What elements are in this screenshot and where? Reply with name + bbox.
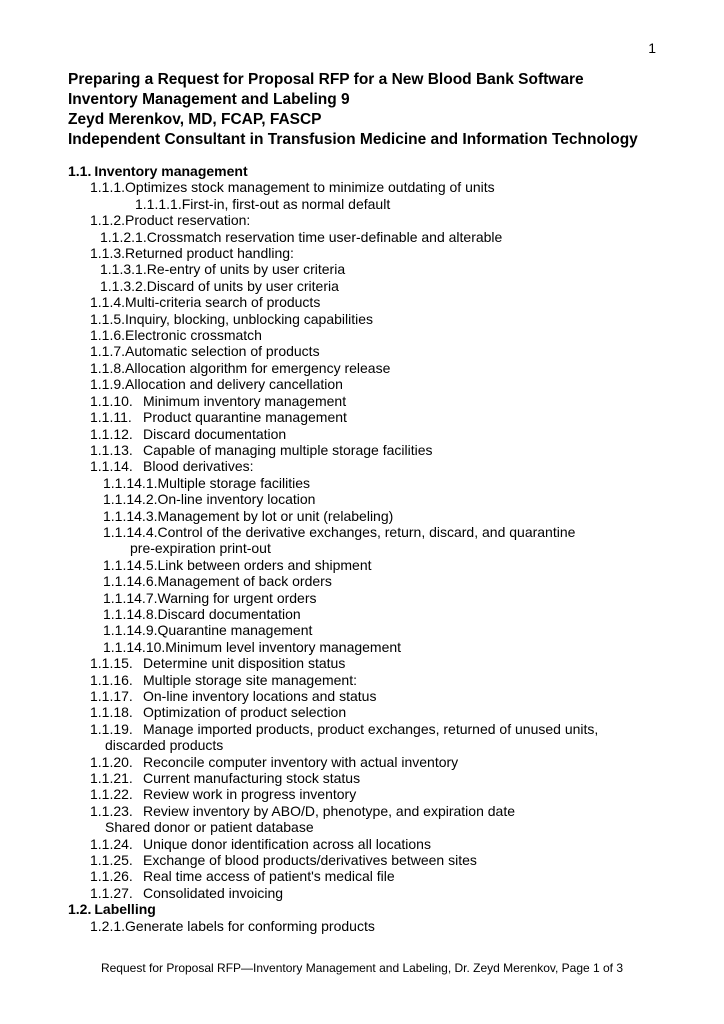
outline-item: [68, 245, 656, 261]
outline-item-text: Minimum level inventory management: [165, 638, 402, 655]
outline-item: [68, 852, 656, 868]
outline-item-number: 1.1.16.: [90, 671, 133, 688]
outline-item-text: Current manufacturing stock status: [143, 770, 361, 787]
outline-item-text: Labelling: [94, 901, 156, 918]
outline-item-text: Review work in progress inventory: [143, 786, 357, 803]
outline-item-text: Returned product handling:: [125, 245, 294, 262]
title-line-1: Preparing a Request for Proposal RFP for a New Blood Bank Software: [68, 71, 584, 88]
outline-item: [68, 836, 656, 852]
outline-item-continuation: [68, 540, 656, 556]
outline-item-text: Unique donor identification across all locations: [143, 835, 431, 852]
outline-item-number: 1.1.26.: [90, 868, 133, 885]
outline-item: [68, 442, 656, 458]
outline-item-text: Multi-criteria search of products: [125, 294, 321, 311]
outline-item-number: 1.1.3.1.: [100, 261, 147, 278]
outline-item-text: Automatic selection of products: [125, 343, 320, 360]
outline-item: [68, 409, 656, 425]
outline-item: [68, 754, 656, 770]
outline-item-text: On-line inventory location: [157, 491, 316, 508]
outline-item-number: 1.1.8.: [90, 359, 126, 376]
outline-item: [68, 278, 656, 294]
outline-item-number: 1.1.14.6.: [103, 573, 158, 590]
outline-item-number: 1.1.: [68, 163, 92, 179]
outline-item-text: Review inventory by ABO/D, phenotype, and expiration date: [143, 802, 515, 819]
outline-item-text: Blood derivatives:: [143, 458, 254, 475]
outline-item: [68, 475, 656, 491]
outline-item-number: 1.1.3.2.: [100, 277, 147, 294]
outline-item: [68, 721, 656, 737]
outline-item-text: On-line inventory locations and status: [143, 688, 377, 704]
outline-item-continuation: [68, 737, 656, 753]
outline-item-number: 1.1.14.: [90, 458, 133, 475]
outline-item: [68, 901, 656, 917]
outline-item-text: Manage imported products, product exchanges, returned of unused units,: [143, 720, 599, 737]
outline-item-text: Reconcile computer inventory with actual inventory: [143, 753, 459, 770]
outline-item-number: 1.1.5.: [90, 310, 126, 327]
outline-item-number: 1.1.10.: [90, 392, 133, 409]
outline-item: [68, 343, 656, 359]
outline-item: [68, 426, 656, 442]
outline-item: [68, 294, 656, 310]
outline-item: [68, 688, 656, 704]
outline-item-text: Generate labels for conforming products: [125, 917, 375, 934]
outline-item-number: 1.1.1.1.: [135, 195, 182, 212]
outline-item-text: Product quarantine management: [143, 409, 347, 426]
outline-item: [68, 491, 656, 507]
outline-item-text: Exchange of blood products/derivatives between sites: [143, 852, 477, 869]
outline-item-number: 1.1.7.: [90, 343, 126, 360]
outline-item: [68, 622, 656, 638]
outline-item-text: Crossmatch reservation time user-definable and alterable: [146, 228, 503, 245]
outline-item: [68, 393, 656, 409]
outline-item-number: 1.1.17.: [90, 688, 133, 704]
outline-item-text: Management by lot or unit (relabeling): [157, 507, 394, 524]
outline-item-text: Optimization of product selection: [143, 704, 347, 721]
outline-item-number: 1.1.14.8.: [103, 605, 158, 622]
outline-item-number: 1.1.19.: [90, 720, 133, 737]
outline-item-number: 1.1.22.: [90, 786, 133, 803]
outline-item-number: 1.1.4.: [90, 294, 126, 311]
outline-item-number: 1.1.14.2.: [103, 491, 158, 508]
outline-item-text: Inventory management: [94, 163, 248, 179]
outline-item-text: Quarantine management: [157, 622, 313, 639]
outline-item-number: 1.1.14.7.: [103, 589, 158, 606]
page-number: 1: [648, 40, 656, 56]
outline-item: [68, 229, 656, 245]
outline-item-text: discarded products: [105, 737, 224, 754]
outline-item-number: 1.2.1.: [90, 917, 126, 934]
title-line-2: Inventory Management and Labeling 9: [68, 91, 350, 108]
outline-item-text: Discard of units by user criteria: [146, 277, 339, 294]
outline-item-number: 1.1.18.: [90, 704, 133, 721]
outline-item-text: Inquiry, blocking, unblocking capabilities: [125, 310, 374, 327]
outline-item: [68, 672, 656, 688]
outline-item-number: 1.1.27.: [90, 884, 133, 901]
outline-item-number: 1.1.1.: [90, 179, 126, 196]
author-role-line: Independent Consultant in Transfusion Medicine and Information Technology: [68, 131, 638, 148]
page-footer: Request for Proposal RFP—Inventory Management and Labeling, Dr. Zeyd Merenkov, Page 1 of 3: [100, 961, 624, 976]
outline-item-number: 1.1.11.: [90, 409, 132, 426]
outline-item: [68, 770, 656, 786]
outline-item-text: Optimizes stock management to minimize outdating of units: [125, 179, 495, 196]
outline-item-number: 1.1.15.: [90, 655, 133, 672]
outline-item: [68, 868, 656, 884]
outline-item-number: 1.1.25.: [90, 852, 133, 869]
outline-item: [68, 590, 656, 606]
outline-item: [68, 803, 656, 819]
outline-item-number: 1.1.2.1.: [100, 228, 147, 245]
outline-item-text: Consolidated invoicing: [143, 884, 284, 901]
outline-item: [68, 786, 656, 802]
outline-item-text: Shared donor or patient database: [105, 819, 314, 836]
outline-item-continuation: [68, 819, 656, 835]
outline-item-text: Electronic crossmatch: [125, 327, 262, 344]
author-line: Zeyd Merenkov, MD, FCAP, FASCP: [68, 111, 322, 128]
outline-item-text: Discard documentation: [157, 605, 301, 622]
outline-item-text: Minimum inventory management: [143, 392, 347, 409]
outline-item-number: 1.1.12.: [90, 425, 133, 442]
outline-item: [68, 918, 656, 934]
outline-item-text: Management of back orders: [157, 573, 332, 590]
outline-item-text: Product reservation:: [125, 212, 251, 229]
outline-item: [68, 261, 656, 277]
outline-item-text: First-in, first-out as normal default: [181, 195, 391, 212]
outline-item: [68, 639, 656, 655]
outline-item-text: Real time access of patient's medical file: [143, 868, 395, 885]
outline-item-number: 1.1.3.: [90, 245, 126, 262]
outline-list: [68, 163, 656, 934]
outline-item: [68, 557, 656, 573]
outline-item: [68, 376, 656, 392]
outline-item-number: 1.1.20.: [90, 753, 133, 770]
outline-item: [68, 704, 656, 720]
outline-item: [68, 508, 656, 524]
outline-item-number: 1.1.14.4.: [103, 523, 158, 540]
outline-item: [68, 179, 656, 195]
outline-item-number: 1.1.24.: [90, 835, 133, 852]
title-block: [68, 70, 656, 150]
outline-item-number: 1.2.: [68, 901, 92, 918]
outline-item: [68, 360, 656, 376]
outline-item: [68, 311, 656, 327]
outline-item-text: Allocation and delivery cancellation: [125, 376, 343, 393]
outline-item: [68, 885, 656, 901]
outline-item-number: 1.1.14.9.: [103, 622, 158, 639]
outline-item: [68, 573, 656, 589]
outline-item-number: 1.1.14.1.: [103, 474, 158, 491]
outline-item: [68, 327, 656, 343]
outline-item-text: Multiple storage facilities: [157, 474, 311, 491]
outline-item-number: 1.1.14.3.: [103, 507, 158, 524]
outline-item-text: Link between orders and shipment: [157, 556, 372, 573]
outline-item-number: 1.1.13.: [90, 441, 133, 458]
outline-item: [68, 163, 656, 179]
outline-item-text: Discard documentation: [143, 425, 287, 442]
outline-item-number: 1.1.14.5.: [103, 556, 158, 573]
outline-item: [68, 196, 656, 212]
outline-item: [68, 655, 656, 671]
outline-item-text: Allocation algorithm for emergency release: [125, 359, 391, 376]
outline-item-number: 1.1.6.: [90, 327, 126, 344]
outline-item-text: pre-expiration print-out: [130, 540, 271, 557]
outline-item-text: Determine unit disposition status: [143, 655, 346, 672]
outline-item-number: 1.1.21.: [90, 770, 133, 787]
outline-item: [68, 606, 656, 622]
outline-item-text: Warning for urgent orders: [157, 589, 317, 606]
outline-item: [68, 212, 656, 228]
outline-item-text: Re-entry of units by user criteria: [146, 261, 346, 278]
outline-item: [68, 458, 656, 474]
outline-item: [68, 524, 656, 540]
outline-item-number: 1.1.23.: [90, 802, 133, 819]
outline-item-number: 1.1.9.: [90, 376, 126, 393]
outline-item-number: 1.1.2.: [90, 212, 126, 229]
outline-item-text: Capable of managing multiple storage facilities: [143, 441, 433, 458]
outline-item-text: Multiple storage site management:: [143, 671, 357, 688]
outline-item-text: Control of the derivative exchanges, return, discard, and quarantine: [157, 523, 576, 540]
outline-item-number: 1.1.14.10.: [103, 638, 166, 655]
